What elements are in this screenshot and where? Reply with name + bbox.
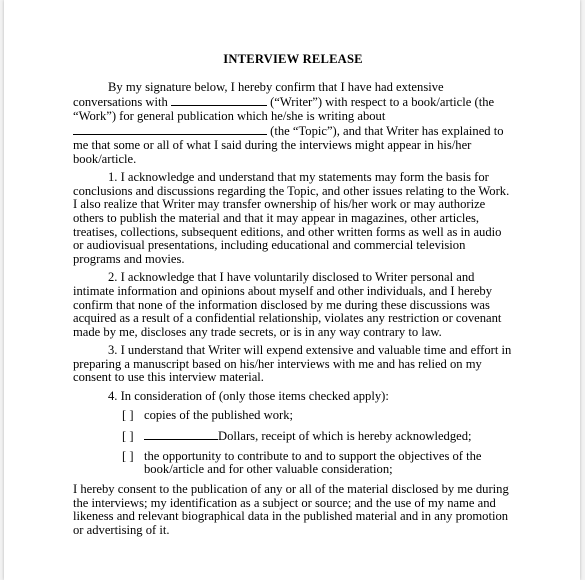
intro-text-a: By my signature below, I hereby confirm that I have had extensive conversations with <box>73 79 444 110</box>
closing-paragraph: I hereby consent to the publication of any or all of the material disclosed by me during the interviews; my identification as a subject or source; and the use of my name and likeness and relevant biographical data in the published material and in any promotion or advertising of it. <box>73 482 509 537</box>
document-body <box>73 53 513 542</box>
option-dollars-checkbox[interactable]: [ ] <box>122 429 134 444</box>
option-copies <box>122 409 513 423</box>
option-copies-label: copies of the published work; <box>144 407 293 422</box>
intro-text-c: (the “Topic”), and that Writer has explained to me that some or all of what I said during the interviews might appear in his/her book/article. <box>73 124 504 166</box>
option-dollars <box>122 428 513 444</box>
option-copies-checkbox[interactable]: [ ] <box>122 407 134 422</box>
document-page <box>4 0 580 580</box>
dollars-amount-blank[interactable] <box>144 428 218 440</box>
option-contribute-label: the opportunity to contribute to and to support the objectives of the book/article and for other valuable consideration; <box>144 448 482 477</box>
clause-1: 1. I acknowledge and understand that my statements may form the basis for conclusions and discussions regarding the Topic, and other issues relating to the Work. I also realize that Writer may transfer ownership of his/her work or may authorize others to publish the material and that it may appear in magazines, other articles, treatises, collections, subsequent editions, and other written forms as well as in audio or audiovisual presentations, including educational and commercial television programs and movies. <box>73 170 510 266</box>
topic-blank[interactable] <box>73 123 267 135</box>
option-dollars-label: Dollars, receipt of which is hereby acknowledged; <box>218 429 472 444</box>
option-contribute-checkbox[interactable]: [ ] <box>122 448 134 463</box>
document-title: INTERVIEW RELEASE <box>223 52 363 66</box>
clause-2: 2. I acknowledge that I have voluntarily disclosed to Writer personal and intimate information and opinions about myself and other individuals, and I hereby confirm that none of the information disclosed by me during these discussions was acquired as a result of a confidential relationship, violates any restriction or covenant made by me, discloses any trade secrets, or is in any way contrary to law. <box>73 270 502 339</box>
option-contribute <box>122 450 513 477</box>
clause-4-heading: 4. In consideration of (only those items checked apply): <box>108 389 389 404</box>
intro-paragraph <box>73 81 513 167</box>
clause-3: 3. I understand that Writer will expend extensive and valuable time and effort in preparing a manuscript based on his/her interviews with me and has relied on my consent to use this interview material. <box>73 343 512 385</box>
intro-text-b: (“Writer”) with respect to a book/article (the “Work”) for general publication which he/she is writing about <box>73 95 495 123</box>
writer-name-blank[interactable] <box>171 94 267 106</box>
